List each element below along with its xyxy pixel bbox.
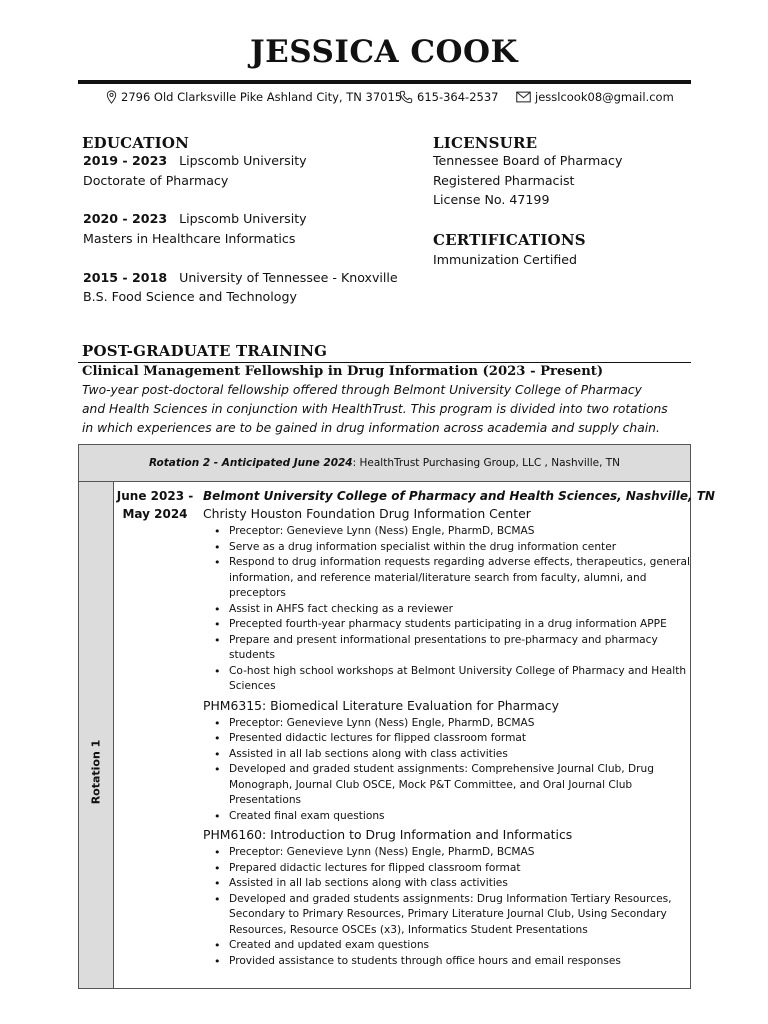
bullet-item: • Respond to drug information requests regarding adverse effects, therapeutics, general information, and reference material/literature search from faculty, alumni, and preceptors xyxy=(203,555,691,602)
date-start: June 2023 - xyxy=(116,489,194,503)
rotation-1-side-column xyxy=(79,482,114,988)
education-entry-3 xyxy=(83,270,398,285)
education-entry-1 xyxy=(83,153,307,168)
training-divider xyxy=(78,362,691,363)
course-bullet-list xyxy=(203,524,691,695)
education-years: 2019 - 2023 xyxy=(83,153,168,168)
education-school: Lipscomb University xyxy=(179,211,307,226)
bullet-item: • Serve as a drug information specialist within the drug information center xyxy=(203,540,691,556)
training-heading: POST-GRADUATE TRAINING xyxy=(82,342,328,360)
rotation-2-label: Rotation 2 - Anticipated June 2024 xyxy=(148,457,353,469)
bullet-item: • Provided assistance to students through office hours and email responses xyxy=(203,954,691,970)
bullet-item: • Prepared didactic lectures for flipped classroom format xyxy=(203,861,691,877)
education-degree: Masters in Healthcare Informatics xyxy=(83,231,296,246)
bullet-item: • Preceptor: Genevieve Lynn (Ness) Engle, PharmD, BCMAS xyxy=(203,524,691,540)
rotation-1-content xyxy=(203,487,715,971)
fellowship-description-line: Two-year post-doctoral fellowship offered through Belmont University College of Pharmacy xyxy=(82,383,642,397)
institution-name: Belmont University College of Pharmacy and Health Sciences, Nashville, TN xyxy=(203,489,715,503)
contact-email xyxy=(516,90,674,104)
bullet-item: • Precepted fourth-year pharmacy students participating in a drug information APPE xyxy=(203,617,691,633)
name-divider xyxy=(78,80,691,84)
course-bullet-list xyxy=(203,716,691,825)
phone-icon xyxy=(399,90,413,104)
bullet-item: • Developed and graded student assignments: Comprehensive Journal Club, Drug Monograph, Journal Club OSCE, Mock P&T Committee, and Oral Journal Club Presentations xyxy=(203,762,691,809)
course-title: Christy Houston Foundation Drug Information Center xyxy=(203,506,531,521)
bullet-item: • Assisted in all lab sections along with class activities xyxy=(203,747,691,763)
fellowship-description-line: in which experiences are to be gained in drug information across academia and supply chain. xyxy=(82,421,660,435)
education-school: University of Tennessee - Knoxville xyxy=(179,270,398,285)
education-degree: Doctorate of Pharmacy xyxy=(83,173,229,188)
bullet-item: • Prepare and present informational presentations to pre-pharmacy and pharmacy students xyxy=(203,633,691,664)
contact-bar xyxy=(0,90,768,108)
rotation-2-header xyxy=(79,445,690,482)
bullet-item: • Assisted in all lab sections along with class activities xyxy=(203,876,691,892)
licensure-line: License No. 47199 xyxy=(433,192,550,207)
certification-line: Immunization Certified xyxy=(433,252,577,267)
rotation-1-label: Rotation 1 xyxy=(89,739,103,805)
phone-text: 615-364-2537 xyxy=(417,90,499,104)
course-title: PHM6315: Biomedical Literature Evaluation for Pharmacy xyxy=(203,697,559,713)
education-entry-2 xyxy=(83,211,307,226)
rotation-2-detail: : HealthTrust Purchasing Group, LLC , Nashville, TN xyxy=(352,457,621,469)
envelope-icon xyxy=(516,91,531,103)
bullet-item: • Developed and graded students assignments: Drug Information Tertiary Resources, Secondary to Primary Resources, Primary Literature Journal Club, Using Secondary Resources, Resource OSCEs (x3), Informatics Student Presentations xyxy=(203,892,691,939)
education-years: 2020 - 2023 xyxy=(83,211,168,226)
email-text: jesslcook08@gmail.com xyxy=(535,90,674,104)
course-title: PHM6160: Introduction to Drug Information and Informatics xyxy=(203,827,573,842)
bullet-item: • Presented didactic lectures for flipped classroom format xyxy=(203,731,691,747)
licensure-line: Registered Pharmacist xyxy=(433,173,575,188)
education-degree: B.S. Food Science and Technology xyxy=(83,289,297,304)
bullet-item: • Created and updated exam questions xyxy=(203,938,691,954)
certifications-heading: CERTIFICATIONS xyxy=(433,231,586,249)
contact-address xyxy=(106,90,402,104)
licensure-line: Tennessee Board of Pharmacy xyxy=(433,153,623,168)
fellowship-title: Clinical Management Fellowship in Drug Information (2023 - Present) xyxy=(82,364,604,379)
bullet-item: • Co-host high school workshops at Belmont University College of Pharmacy and Health Sciences xyxy=(203,664,691,695)
contact-phone xyxy=(399,90,498,104)
rotation-table xyxy=(78,444,715,989)
resume-name: JESSICA COOK xyxy=(249,34,519,70)
licensure-heading: LICENSURE xyxy=(433,134,538,152)
education-school: Lipscomb University xyxy=(179,153,307,168)
bullet-item: • Created final exam questions xyxy=(203,809,691,825)
course-bullet-list xyxy=(203,845,691,969)
rotation-1-dates xyxy=(115,487,195,523)
location-pin-icon xyxy=(106,90,117,104)
education-heading: EDUCATION xyxy=(82,134,190,152)
bullet-item: • Preceptor: Genevieve Lynn (Ness) Engle, PharmD, BCMAS xyxy=(203,716,691,732)
fellowship-description-line: and Health Sciences in conjunction with HealthTrust. This program is divided into two rotations xyxy=(82,402,668,416)
education-years: 2015 - 2018 xyxy=(83,270,168,285)
bullet-item: • Assist in AHFS fact checking as a reviewer xyxy=(203,602,691,618)
address-text: 2796 Old Clarksville Pike Ashland City, TN 37015 xyxy=(121,90,403,104)
date-end: May 2024 xyxy=(122,507,188,521)
bullet-item: • Preceptor: Genevieve Lynn (Ness) Engle, PharmD, BCMAS xyxy=(203,845,691,861)
